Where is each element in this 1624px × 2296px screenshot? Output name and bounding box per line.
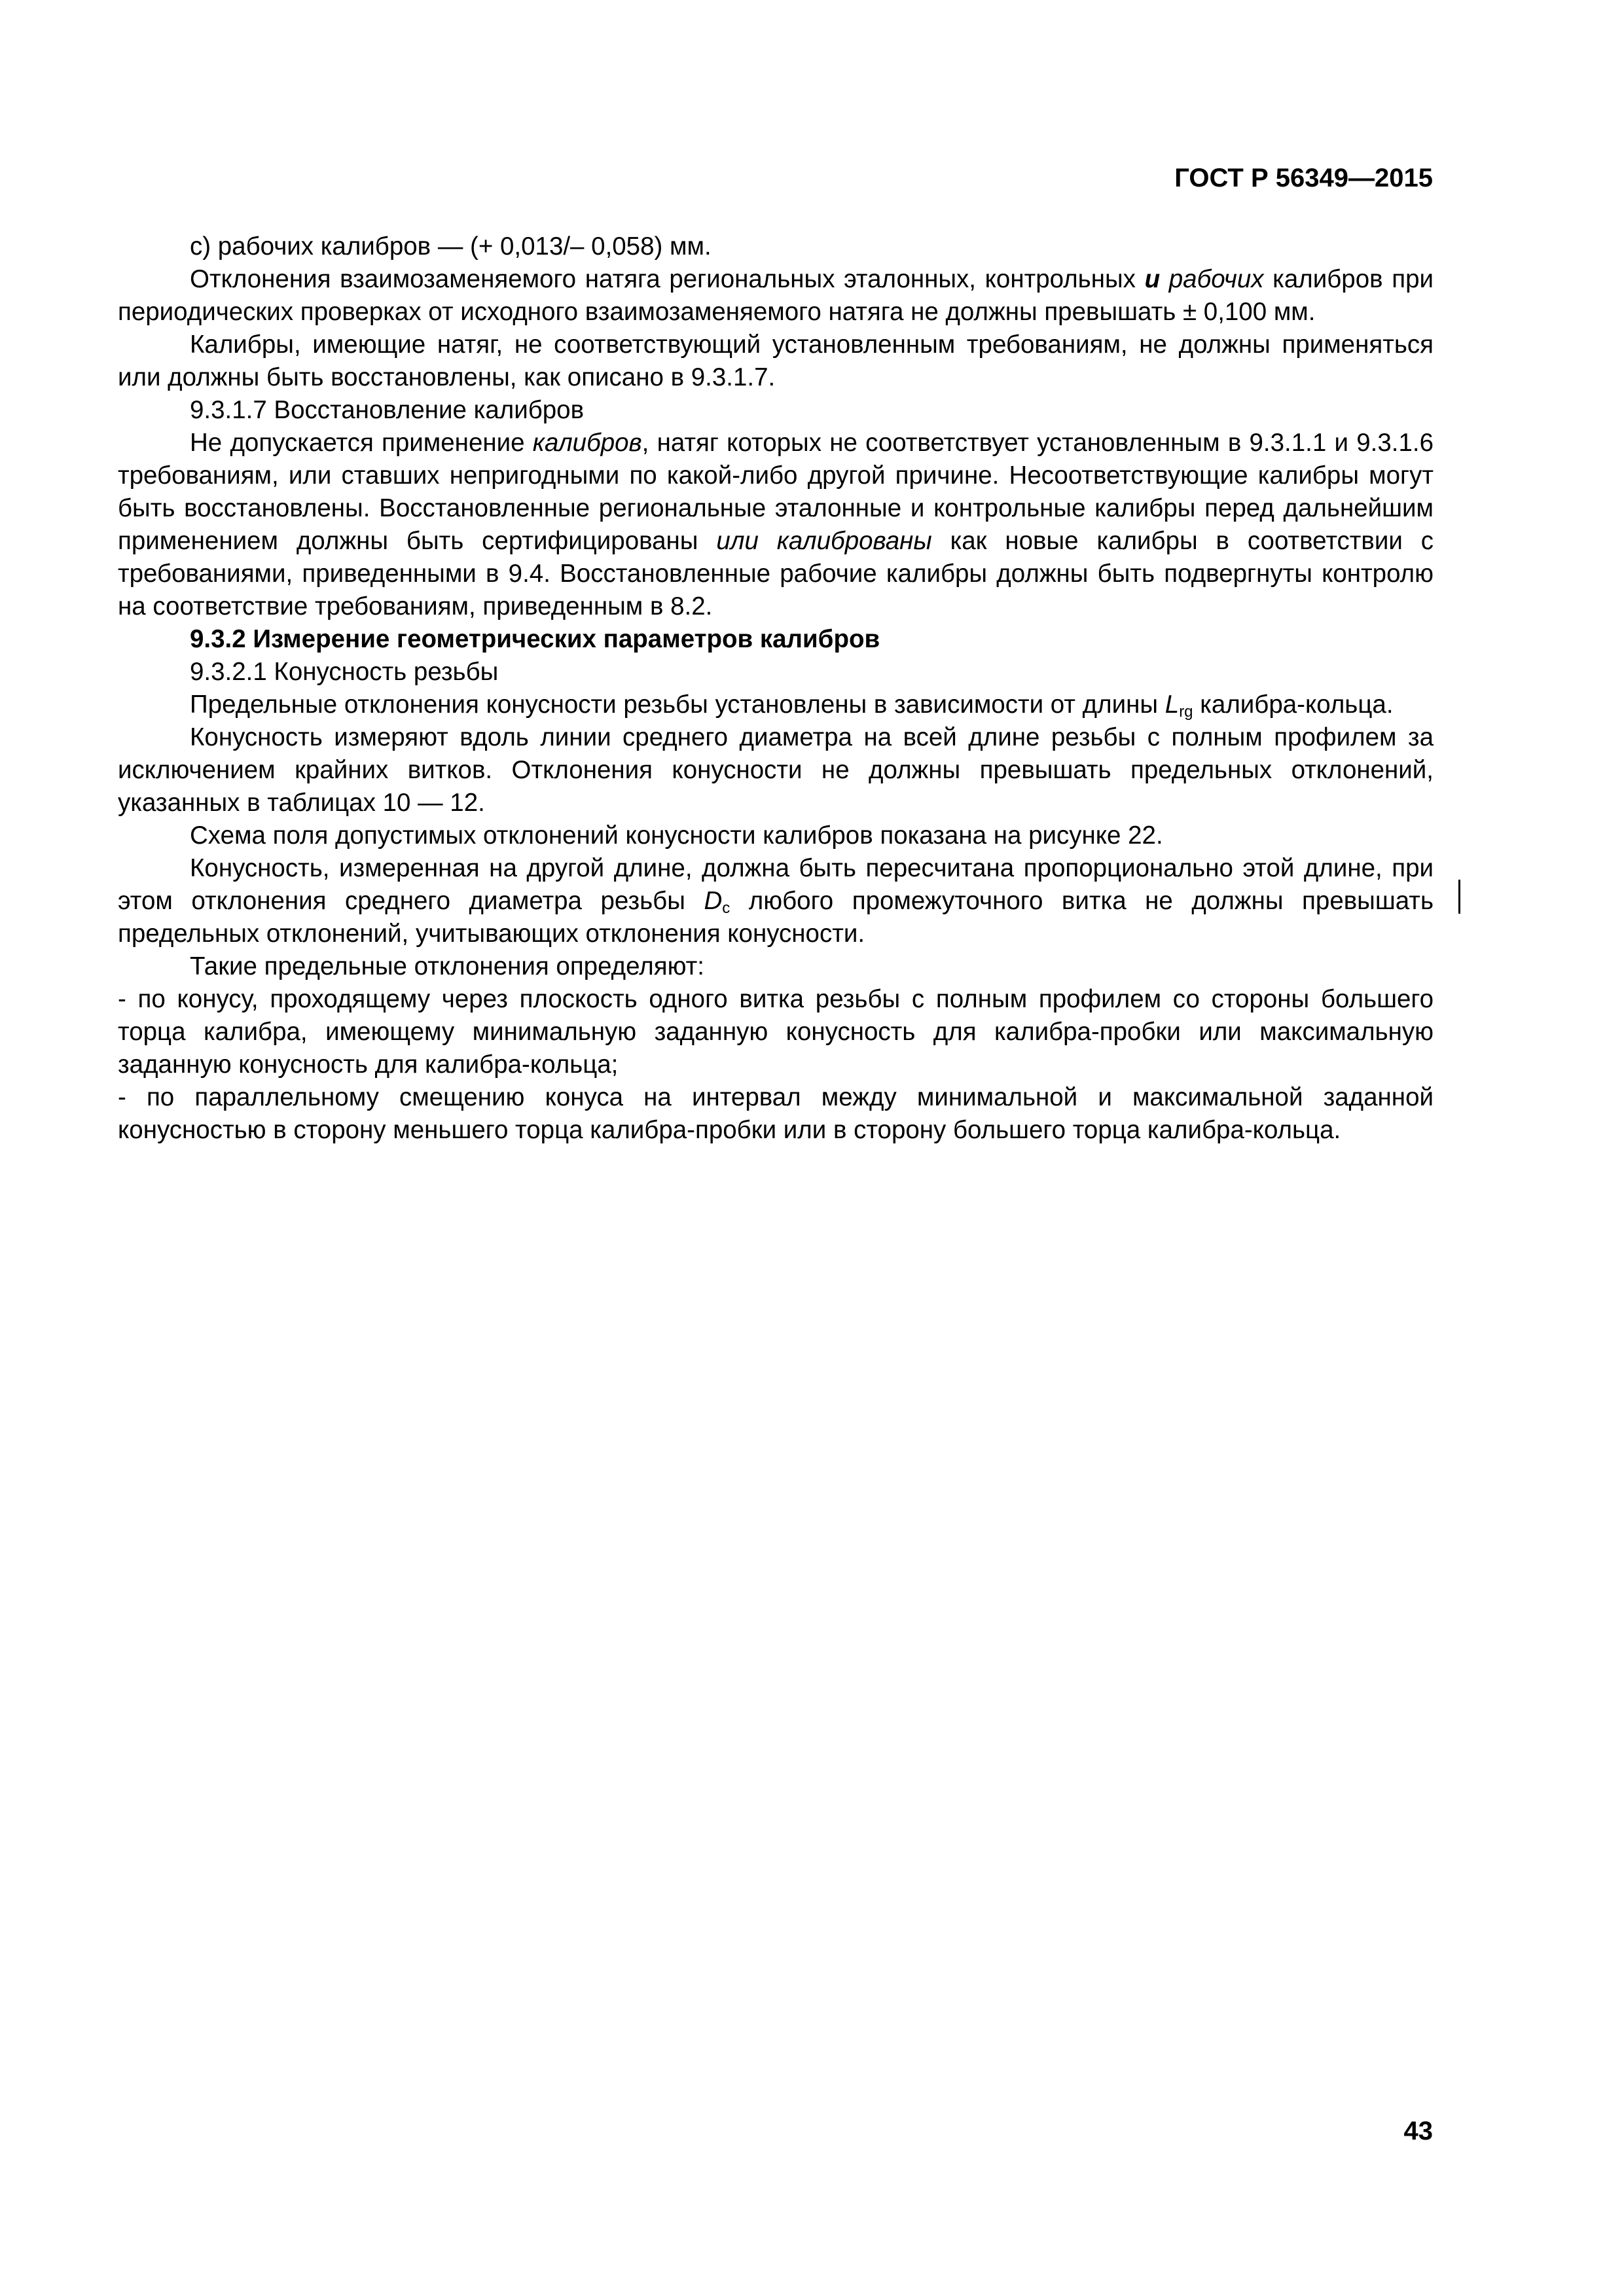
symbol-L: L bbox=[1164, 691, 1180, 719]
symbol-D: D bbox=[704, 887, 723, 915]
paragraph-nonconforming-gauges: Калибры, имеющие натяг, не соответствующий установленным требованиям, не должны применяться или должны быть восстановлены, как описано в 9.3.1.7. bbox=[118, 331, 1434, 391]
paragraph-taper-limits bbox=[118, 689, 1434, 721]
symbol-subscript: c bbox=[722, 899, 731, 917]
emphasis-run: и bbox=[1144, 265, 1161, 293]
text-run: любого промежуточного витка не должны превышать предельных отклонений, учитывающих отклонения конусности. bbox=[118, 887, 1434, 948]
paragraph-gauge-restoration bbox=[118, 427, 1434, 623]
text-run: как новые калибры в соответствии с требованиями, приведенными в 9.4. Восстановленные рабочие калибры должны быть подвергнуты контролю на соответствие требованиям, приведенным в 8.2. bbox=[118, 527, 1434, 620]
emphasis-run: рабочих bbox=[1168, 265, 1264, 293]
revision-bar bbox=[1458, 880, 1460, 914]
text-run: Не допускается применение bbox=[190, 429, 533, 457]
paragraph-working-gauges-tolerance: с) рабочих калибров — (+ 0,013/– 0,058) мм. bbox=[190, 232, 712, 260]
text-run: Предельные отклонения конусности резьбы установлены в зависимости от длины bbox=[190, 691, 1165, 719]
text-run: Отклонения взаимозаменяемого натяга региональных эталонных, контрольных bbox=[190, 265, 1145, 293]
paragraph-taper-measurement: Конусность измеряют вдоль линии среднего диаметра на всей длине резьбы с полным профилем за исключением крайних витков. Отклонения конусности не должны превышать предельных отклонений, указанных в таблицах 10 — 12. bbox=[118, 723, 1434, 817]
page-number: 43 bbox=[1403, 2117, 1433, 2145]
document-header: ГОСТ Р 56349—2015 bbox=[1174, 164, 1433, 192]
list-item: - по параллельному смещению конуса на интервал между минимальной и максимальной заданной конусностью в сторону меньшего торца калибра-пробки или в сторону большего торца калибра-кольца. bbox=[118, 1083, 1434, 1144]
text-run: Конусность, измеренная на другой длине, должна быть пересчитана пропорционально этой длине, при этом отклонения среднего диаметра резьбы bbox=[118, 854, 1434, 915]
paragraph-figure-reference: Схема поля допустимых отклонений конусности калибров показана на рисунке 22. bbox=[190, 821, 1163, 850]
text-run: калибров при периодических проверках от исходного взаимозаменяемого натяга не должны превышать ± 0,100 мм. bbox=[118, 265, 1434, 326]
text-run: , натяг которых не соответствует установленным в 9.3.1.1 и 9.3.1.6 требованиям, или ставших непригодными по какой-либо другой причине. Несоответствующие калибры могут быть восстановлены. Восстановленные региональные эталонные и контрольные калибры перед дальнейшим применением должны быть сертифицированы bbox=[118, 429, 1434, 555]
symbol-subscript: rg bbox=[1179, 703, 1193, 721]
paragraph-taper-recalculation bbox=[118, 852, 1434, 950]
document-body bbox=[118, 230, 1434, 1147]
section-heading-9-3-1-7: 9.3.1.7 Восстановление калибров bbox=[190, 396, 585, 424]
section-heading-9-3-2-1: 9.3.2.1 Конусность резьбы bbox=[190, 658, 499, 686]
paragraph-limits-intro: Такие предельные отклонения определяют: bbox=[190, 952, 704, 980]
section-heading-9-3-2: 9.3.2 Измерение геометрических параметров калибров bbox=[190, 625, 880, 653]
text-run: калибра-кольца. bbox=[1193, 691, 1394, 719]
text-run bbox=[1160, 265, 1169, 293]
list-item: - по конусу, проходящему через плоскость одного витка резьбы с полным профилем со стороны большего торца калибра, имеющему минимальную заданную конусность для калибра-пробки или максимальную заданную конусность для калибра-кольца; bbox=[118, 985, 1434, 1079]
emphasis-run: или калиброваны bbox=[716, 527, 932, 555]
paragraph-interference-deviations bbox=[118, 263, 1434, 329]
emphasis-run: калибров bbox=[532, 429, 642, 457]
